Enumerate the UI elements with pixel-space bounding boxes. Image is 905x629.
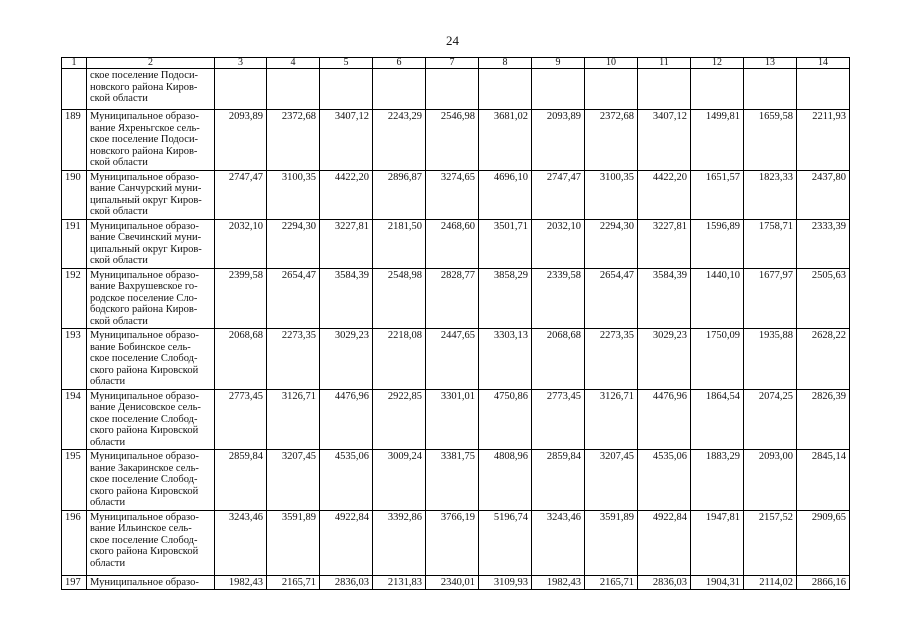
value-cell: 3301,01 [426, 389, 479, 450]
column-header: 7 [426, 58, 479, 69]
value-cell: 3227,81 [320, 219, 373, 268]
value-cell: 4750,86 [479, 389, 532, 450]
municipality-name-line: бодского района Киров- [90, 304, 198, 315]
value-cell: 3227,81 [638, 219, 691, 268]
table-row [62, 219, 850, 268]
value-cell: 2747,47 [215, 170, 267, 219]
municipality-name-line: вание Яхреньгское сель- [90, 122, 200, 134]
value-cell: 2468,60 [426, 219, 479, 268]
municipality-name-line: Муниципальное образо- [90, 330, 199, 341]
value-cell: 2372,68 [585, 110, 638, 171]
value-cell: 2546,98 [426, 110, 479, 171]
value-cell: 1823,33 [744, 170, 797, 219]
value-cell: 2131,83 [373, 575, 426, 590]
value-cell: 3207,45 [585, 450, 638, 511]
value-cell: 2093,89 [215, 110, 267, 171]
value-cell: 2157,52 [744, 510, 797, 575]
value-cell: 3029,23 [638, 329, 691, 390]
municipality-name-line: ского района Кировской [90, 425, 199, 436]
value-cell: 2032,10 [532, 219, 585, 268]
column-header: 5 [320, 58, 373, 69]
value-cell: 3591,89 [267, 510, 320, 575]
value-cell: 1904,31 [691, 575, 744, 590]
column-header: 12 [691, 58, 744, 69]
value-cell: 2548,98 [373, 268, 426, 329]
municipality-name-line: ципальный округ Киров- [90, 243, 202, 255]
value-cell: 3392,86 [373, 510, 426, 575]
value-cell: 1935,88 [744, 329, 797, 390]
municipality-name-line: области [90, 557, 126, 569]
row-number [62, 69, 87, 110]
value-cell: 1750,09 [691, 329, 744, 390]
value-cell: 2399,58 [215, 268, 267, 329]
value-cell: 2505,63 [797, 268, 850, 329]
value-cell: 2211,93 [797, 110, 850, 171]
municipality-name-line: ской области [90, 93, 148, 104]
value-cell: 3381,75 [426, 450, 479, 511]
value-cell [797, 69, 850, 110]
value-cell: 2836,03 [638, 575, 691, 590]
value-cell [638, 69, 691, 110]
column-header: 9 [532, 58, 585, 69]
municipality-name-line: ское поселение Слобод- [90, 534, 198, 546]
municipality-name-line: ской области [90, 157, 148, 168]
municipality-name [87, 110, 215, 171]
value-cell: 2068,68 [215, 329, 267, 390]
value-cell: 4696,10 [479, 170, 532, 219]
value-cell: 4476,96 [638, 389, 691, 450]
value-cell: 3591,89 [585, 510, 638, 575]
value-cell: 1982,43 [215, 575, 267, 590]
municipality-name-line: вание Закаринское сель- [90, 462, 199, 474]
page-number: 24 [446, 33, 459, 48]
table-row [62, 450, 850, 511]
value-cell: 2181,50 [373, 219, 426, 268]
value-cell [267, 69, 320, 110]
municipality-name [87, 69, 215, 110]
row-number: 196 [62, 510, 87, 575]
value-cell: 3100,35 [585, 170, 638, 219]
value-cell: 1864,54 [691, 389, 744, 450]
value-cell: 2836,03 [320, 575, 373, 590]
municipality-name-line: ской области [90, 315, 148, 327]
municipality-name-line: ского района Кировской [90, 546, 199, 557]
value-cell: 2866,16 [797, 575, 850, 590]
value-cell: 2243,29 [373, 110, 426, 171]
municipality-name-line: ского района Кировской [90, 364, 199, 376]
value-cell [744, 69, 797, 110]
municipality-name [87, 450, 215, 511]
column-header: 11 [638, 58, 691, 69]
value-cell: 2218,08 [373, 329, 426, 390]
value-cell: 2074,25 [744, 389, 797, 450]
table-body [62, 69, 850, 590]
municipality-name-line: вание Бобинское сель- [90, 341, 191, 353]
value-cell: 2447,65 [426, 329, 479, 390]
value-cell: 2294,30 [267, 219, 320, 268]
value-cell: 3126,71 [585, 389, 638, 450]
value-cell [479, 69, 532, 110]
municipality-name-line: ское поселение Слобод- [90, 413, 198, 425]
column-header: 14 [797, 58, 850, 69]
value-cell: 2828,77 [426, 268, 479, 329]
municipality-name-line: новского района Киров- [90, 145, 198, 157]
row-number: 192 [62, 268, 87, 329]
value-cell: 2922,85 [373, 389, 426, 450]
municipality-name-line: Муниципальное образо- [90, 511, 199, 523]
column-header: 4 [267, 58, 320, 69]
value-cell: 1947,81 [691, 510, 744, 575]
row-number: 191 [62, 219, 87, 268]
municipality-name-line: вание Санчурский муни- [90, 183, 202, 194]
municipality-name-line: ское поселение Подоси- [90, 134, 199, 145]
row-number: 193 [62, 329, 87, 390]
value-cell: 3501,71 [479, 219, 532, 268]
column-header: 13 [744, 58, 797, 69]
column-header: 2 [87, 58, 215, 69]
value-cell: 1499,81 [691, 110, 744, 171]
value-cell: 1677,97 [744, 268, 797, 329]
municipality-name [87, 170, 215, 219]
table-row [62, 575, 850, 590]
value-cell: 3009,24 [373, 450, 426, 511]
municipality-name-line: Муниципальное образо- [90, 220, 199, 232]
municipality-name-line: области [90, 436, 126, 448]
value-cell: 2859,84 [532, 450, 585, 511]
row-number: 190 [62, 170, 87, 219]
municipality-name [87, 510, 215, 575]
value-cell: 1651,57 [691, 170, 744, 219]
municipality-name-line: области [90, 376, 126, 387]
municipality-name-line: ципальный округ Киров- [90, 194, 202, 206]
table-row [62, 389, 850, 450]
value-cell: 3303,13 [479, 329, 532, 390]
value-cell: 3584,39 [320, 268, 373, 329]
value-cell: 3274,65 [426, 170, 479, 219]
value-cell: 1982,43 [532, 575, 585, 590]
value-cell: 2909,65 [797, 510, 850, 575]
value-cell: 3681,02 [479, 110, 532, 171]
municipality-name-line: области [90, 497, 126, 508]
table-row [62, 510, 850, 575]
value-cell: 3100,35 [267, 170, 320, 219]
value-cell: 2032,10 [215, 219, 267, 268]
value-cell [532, 69, 585, 110]
value-cell: 2114,02 [744, 575, 797, 590]
municipality-name-line: ское поселение Слобод- [90, 474, 198, 485]
value-cell: 1596,89 [691, 219, 744, 268]
value-cell: 3766,19 [426, 510, 479, 575]
value-cell: 1758,71 [744, 219, 797, 268]
value-cell: 3029,23 [320, 329, 373, 390]
value-cell: 3243,46 [215, 510, 267, 575]
row-number: 194 [62, 389, 87, 450]
tariff-table [61, 57, 850, 590]
column-header: 8 [479, 58, 532, 69]
municipality-name-line: ское поселение Подоси- [90, 70, 199, 81]
value-cell: 2773,45 [215, 389, 267, 450]
value-cell: 3243,46 [532, 510, 585, 575]
value-cell [585, 69, 638, 110]
value-cell: 2068,68 [532, 329, 585, 390]
municipality-name-line: вание Вахрушевское го- [90, 281, 198, 292]
value-cell: 2294,30 [585, 219, 638, 268]
table-row [62, 170, 850, 219]
value-cell: 2165,71 [267, 575, 320, 590]
municipality-name-line: вание Денисовское сель- [90, 402, 201, 413]
value-cell [373, 69, 426, 110]
municipality-name-line: родское поселение Сло- [90, 292, 198, 304]
value-cell: 2333,39 [797, 219, 850, 268]
value-cell: 3126,71 [267, 389, 320, 450]
municipality-name-line: вание Свечинский муни- [90, 232, 202, 243]
value-cell: 3407,12 [320, 110, 373, 171]
value-cell: 2654,47 [267, 268, 320, 329]
value-cell: 3207,45 [267, 450, 320, 511]
column-header: 10 [585, 58, 638, 69]
value-cell: 2747,47 [532, 170, 585, 219]
value-cell: 2273,35 [585, 329, 638, 390]
value-cell: 2273,35 [267, 329, 320, 390]
value-cell: 2654,47 [585, 268, 638, 329]
value-cell: 4422,20 [320, 170, 373, 219]
municipality-name-line: Муниципальное образо- [90, 111, 199, 122]
value-cell: 1659,58 [744, 110, 797, 171]
municipality-name-line: Муниципальное образо- [90, 576, 199, 588]
value-cell: 2437,80 [797, 170, 850, 219]
value-cell: 4535,06 [320, 450, 373, 511]
municipality-name [87, 219, 215, 268]
value-cell [691, 69, 744, 110]
value-cell: 5196,74 [479, 510, 532, 575]
header-row [62, 58, 850, 69]
value-cell: 2339,58 [532, 268, 585, 329]
value-cell: 2093,00 [744, 450, 797, 511]
column-header: 3 [215, 58, 267, 69]
value-cell: 3407,12 [638, 110, 691, 171]
value-cell: 4476,96 [320, 389, 373, 450]
row-number: 197 [62, 575, 87, 590]
municipality-name-line: вание Ильинское сель- [90, 523, 192, 534]
value-cell: 2773,45 [532, 389, 585, 450]
table-row [62, 268, 850, 329]
value-cell [426, 69, 479, 110]
value-cell [320, 69, 373, 110]
value-cell: 2340,01 [426, 575, 479, 590]
municipality-name-line: ской области [90, 255, 148, 266]
value-cell: 3858,29 [479, 268, 532, 329]
table-row [62, 329, 850, 390]
municipality-name-line: Муниципальное образо- [90, 269, 199, 281]
value-cell: 3109,93 [479, 575, 532, 590]
municipality-name [87, 268, 215, 329]
value-cell: 2372,68 [267, 110, 320, 171]
table-row [62, 110, 850, 171]
value-cell [215, 69, 267, 110]
row-number: 189 [62, 110, 87, 171]
value-cell: 2165,71 [585, 575, 638, 590]
column-header: 1 [62, 58, 87, 69]
value-cell: 2845,14 [797, 450, 850, 511]
municipality-name-line: ское поселение Слобод- [90, 353, 198, 364]
municipality-name-line: новского района Киров- [90, 81, 198, 93]
municipality-name-line: Муниципальное образо- [90, 390, 199, 402]
value-cell: 4422,20 [638, 170, 691, 219]
value-cell: 2859,84 [215, 450, 267, 511]
value-cell: 1440,10 [691, 268, 744, 329]
value-cell: 4922,84 [320, 510, 373, 575]
municipality-name-line: ской области [90, 206, 148, 217]
value-cell: 1883,29 [691, 450, 744, 511]
value-cell: 4535,06 [638, 450, 691, 511]
municipality-name [87, 329, 215, 390]
value-cell: 4808,96 [479, 450, 532, 511]
municipality-name-line: ского района Кировской [90, 485, 199, 497]
column-header: 6 [373, 58, 426, 69]
value-cell: 2093,89 [532, 110, 585, 171]
municipality-name [87, 389, 215, 450]
value-cell: 4922,84 [638, 510, 691, 575]
value-cell: 2628,22 [797, 329, 850, 390]
municipality-name [87, 575, 215, 590]
table-row [62, 69, 850, 110]
value-cell: 2826,39 [797, 389, 850, 450]
municipality-name-line: Муниципальное образо- [90, 171, 199, 183]
row-number: 195 [62, 450, 87, 511]
value-cell: 3584,39 [638, 268, 691, 329]
value-cell: 2896,87 [373, 170, 426, 219]
municipality-name-line: Муниципальное образо- [90, 451, 199, 462]
